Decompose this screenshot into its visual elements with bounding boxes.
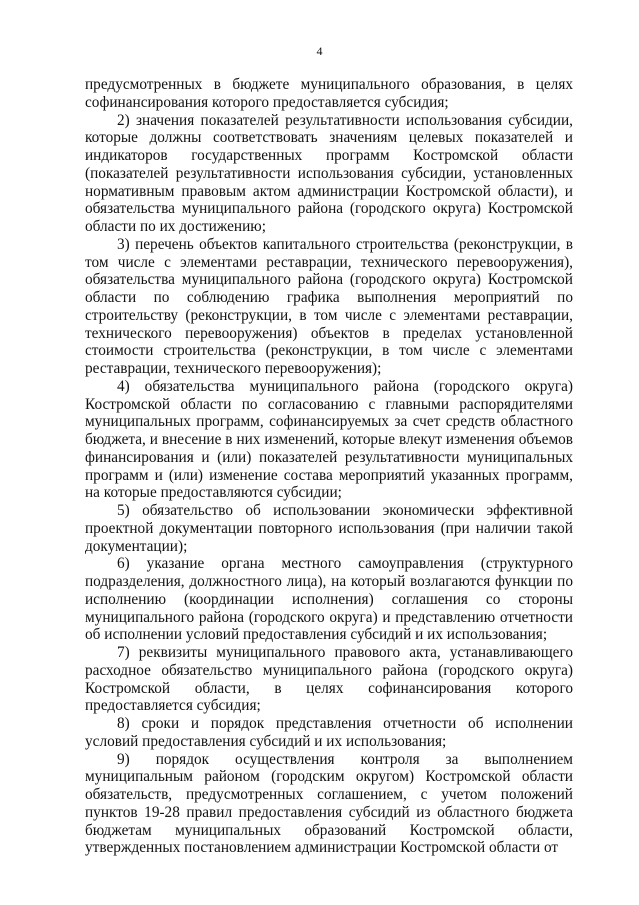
paragraph-item-9: 9) порядок осуществления контроля за выполнением муниципальным районом (городским округом) Костромской области обязательств, предусмотренных соглашением, с учетом положений пунктов 19-28 правил предоставления субсидий из областного бюджета бюджетам муниципальных образований Костромской области, утвержденных постановлением администрации Костромской области от <box>85 750 573 857</box>
paragraph-item-7: 7) реквизиты муниципального правового акта, устанавливающего расходное обязательство муниципального района (городского округа) Костромской области, в целях софинансирования которого предоставляется субсидия; <box>85 644 573 715</box>
paragraph-continuation: предусмотренных в бюджете муниципального образования, в целях софинансирования которого предоставляется субсидия; <box>85 76 573 111</box>
paragraph-item-8: 8) сроки и порядок представления отчетности об исполнении условий предоставления субсидий и их использования; <box>85 715 573 750</box>
document-body <box>85 76 573 857</box>
paragraph-item-4: 4) обязательства муниципального района (городского округа) Костромской области по согласованию с главными распорядителями муниципальных программ, софинансируемых за счет средств областного бюджета, и внесение в них изменений, которые влекут изменения объемов финансирования и (или) показателей результативности муниципальных программ и (или) изменение состава мероприятий указанных программ, на которые предоставляются субсидии; <box>85 377 573 502</box>
paragraph-item-6: 6) указание органа местного самоуправления (структурного подразделения, должностного лица), на который возлагаются функции по исполнению (координации исполнения) соглашения со стороны муниципального района (городского округа) и представлению отчетности об исполнении условий предоставления субсидий и их использования; <box>85 555 573 644</box>
paragraph-item-5: 5) обязательство об использовании экономически эффективной проектной документации повторного использования (при наличии такой документации); <box>85 502 573 555</box>
paragraph-item-3: 3) перечень объектов капитального строительства (реконструкции, в том числе с элементами реставрации, технического перевооружения), обязательства муниципального района (городского округа) Костромской области по соблюдению графика выполнения мероприятий по строительству (реконструкции, в том числе с элементами реставрации, технического перевооружения) объектов в пределах установленной стоимости строительства (реконструкции, в том числе с элементами реставрации, технического перевооружения); <box>85 235 573 377</box>
page-number: 4 <box>316 44 323 58</box>
paragraph-item-2: 2) значения показателей результативности использования субсидии, которые должны соответствовать значениям целевых показателей и индикаторов государственных программ Костромской области (показателей результативности использования субсидии, установленных нормативным правовым актом администрации Костромской области), и обязательства муниципального района (городского округа) Костромской области по их достижению; <box>85 111 573 235</box>
